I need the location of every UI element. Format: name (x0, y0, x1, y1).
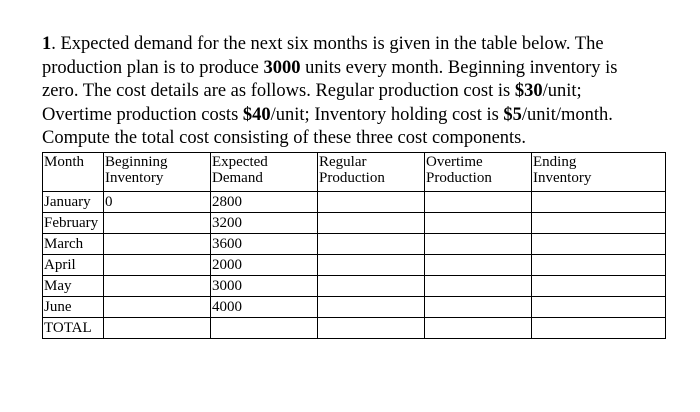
table-header (43, 153, 666, 192)
table-cell (104, 234, 211, 255)
row-label-cell: TOTAL (43, 318, 104, 339)
table-row (43, 276, 666, 297)
table-cell (104, 255, 211, 276)
column-header (43, 153, 104, 192)
table-cell (532, 276, 666, 297)
row-label-cell: January (43, 192, 104, 213)
holding-cost: $5 (503, 104, 522, 125)
table-cell (532, 234, 666, 255)
table-cell (104, 297, 211, 318)
table-cell (425, 213, 532, 234)
table-cell: 3000 (211, 276, 318, 297)
table-cell (318, 213, 425, 234)
table-cell: 3600 (211, 234, 318, 255)
column-header-text: Production (319, 170, 385, 186)
production-plan-table (42, 152, 666, 339)
column-header-text: Regular (319, 154, 367, 170)
table-cell (532, 318, 666, 339)
table-cell (318, 276, 425, 297)
problem-statement (42, 33, 672, 151)
column-header-text: Beginning (105, 154, 168, 170)
table-row (43, 234, 666, 255)
table-cell: 0 (104, 192, 211, 213)
column-header-text: Production (426, 170, 492, 186)
table-cell (425, 297, 532, 318)
table-cell: 4000 (211, 297, 318, 318)
column-header-text: Expected (212, 154, 268, 170)
column-header (532, 153, 666, 192)
column-header-text: Overtime (426, 154, 483, 170)
table-cell (104, 318, 211, 339)
column-header (425, 153, 532, 192)
problem-line-2: production plan is to produce 3000 units every month. Beginning inventory is (42, 57, 618, 78)
column-header (318, 153, 425, 192)
header-row (43, 153, 666, 192)
column-header (104, 153, 211, 192)
table-cell (318, 255, 425, 276)
table-cell (532, 192, 666, 213)
table-cell (425, 276, 532, 297)
column-header-text: Inventory (105, 170, 164, 186)
table-cell (318, 318, 425, 339)
table-cell (104, 276, 211, 297)
problem-line-3: zero. The cost details are as follows. Regular production cost is $30/unit; (42, 81, 582, 101)
table-cell (532, 297, 666, 318)
row-label-cell: February (43, 213, 104, 234)
table-cell (211, 318, 318, 339)
table-cell (318, 192, 425, 213)
problem-line-5: Compute the total cost consisting of these three cost components. (42, 128, 526, 148)
overtime-cost: $40 (242, 104, 271, 125)
row-label-cell: March (43, 234, 104, 255)
table-row (43, 192, 666, 213)
table-cell (425, 234, 532, 255)
row-label-cell: April (43, 255, 104, 276)
problem-line-1: 1. Expected demand for the next six months is given in the table below. The (42, 34, 604, 54)
table-cell (318, 297, 425, 318)
table-row (43, 213, 666, 234)
regular-cost: $30 (514, 81, 543, 101)
table-row (43, 318, 666, 339)
column-header-text: Inventory (533, 170, 592, 186)
problem-number: 1 (42, 34, 52, 54)
table-cell: 2000 (211, 255, 318, 276)
table-cell (532, 213, 666, 234)
table-body (43, 192, 666, 339)
table-cell (104, 213, 211, 234)
table-cell: 2800 (211, 192, 318, 213)
table-cell (318, 234, 425, 255)
row-label-cell: May (43, 276, 104, 297)
units-per-month: 3000 (263, 57, 301, 78)
table-cell (425, 318, 532, 339)
problem-line-4: Overtime production costs $40/unit; Inventory holding cost is $5/unit/month. (42, 104, 613, 125)
table-row (43, 255, 666, 276)
table-cell (532, 255, 666, 276)
row-label-cell: June (43, 297, 104, 318)
table-cell: 3200 (211, 213, 318, 234)
column-header (211, 153, 318, 192)
table-row (43, 297, 666, 318)
column-header-text: Demand (212, 170, 263, 186)
table-cell (425, 192, 532, 213)
column-header-text: Month (44, 154, 85, 170)
table-cell (425, 255, 532, 276)
column-header-text: Ending (533, 154, 577, 170)
